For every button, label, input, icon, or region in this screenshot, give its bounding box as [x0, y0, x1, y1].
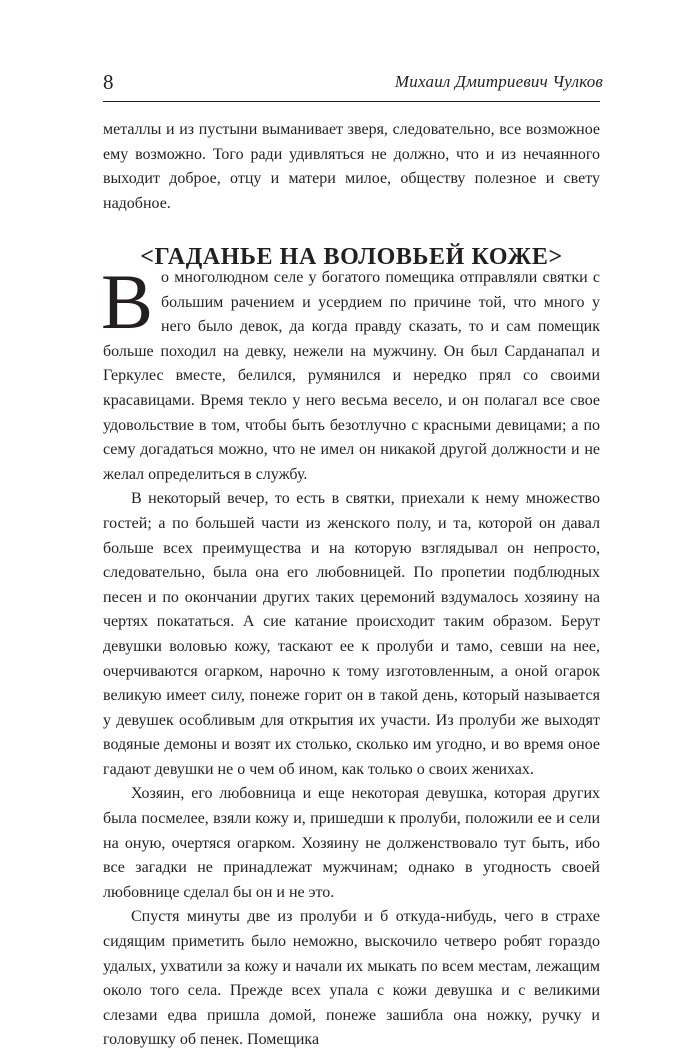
running-title: Михаил Дмитриевич Чулков: [394, 72, 603, 91]
chapter-body: [101, 258, 600, 1053]
intro-paragraph: металлы и из пустыни выманивает зверя, следовательно, все возможное ему возможно. Того ради удивляться не должно, что и из нечаянного выходит доброе, отцу и матери милое, обществу полезное и свету надобное.: [103, 121, 600, 212]
page-number: 8: [103, 70, 114, 94]
intro-text: [103, 118, 600, 216]
paragraph-4: Спустя минуты две из пролуби и б откуда-нибудь, чего в страхе сидящим приметить было неможно, выскочило четверо робят гораздо удалых, ухватили за кожу и начали их мыкать по всем местам, лежащим около того села. Прежде всех упала с кожи девушка и с великими слезами едва пришла домой, понеже зашибла она ножку, ручку и головушку об пенек. Помещика: [103, 908, 600, 1049]
running-head: [103, 70, 603, 100]
header-rule: [103, 101, 600, 102]
paragraph-1: [101, 258, 600, 487]
paragraph-1-text: о многолюдном селе у богатого помещика отправляли святки с большим рачением и усердием по причине той, что много у него было девок, да когда правду сказать, то и сам помещик больше походил на девку, нежели на мужчину. Он был Сарданапал и Геркулес вместе, белился, румянился и нередко прял со своими красавицами. Время текло у него весьма весело, и он полагал все свое удовольствие в том, чтобы быть безотлучно с красными девицами; а по сему догадаться можно, что не имел он никакой другой должности и не желал определиться в службу.: [103, 269, 600, 483]
chapter-title: <ГАДАНЬЕ НА ВОЛОВЬЕЙ КОЖЕ>: [140, 244, 563, 271]
drop-cap: В: [101, 258, 154, 345]
paragraph-3: Хозяин, его любовница и еще некоторая девушка, которая других была посмелее, взяли кожу и, пришедши к пролуби, положили ее и сели на оную, очертяся огарком. Хозяину не долженствовало тут быть, ибо все загадки не принадлежат мужчинам; однако в угодность своей любовнице сделал бы он и не это.: [103, 785, 600, 901]
paragraph-2: В некоторый вечер, то есть в святки, приехали к нему множество гостей; а по большей части из женского полу, и та, которой он давал больше всех преимущества и на которую взглядывал он непросто, следовательно, была она его любовницей. По пропетии подблюдных песен и по окончании других таких церемоний вздумалось хозяину на чертях покататься. А сие катание происходит таким образом. Берут девушки воловью кожу, таскают ее к пролуби и тамо, севши на нее, очерчиваются огарком, нарочно к тому изготовленным, а оной огарок великую имеет силу, понеже горит он в такой день, который называется у девушек особливым для открытия их участи. Из пролуби же выходят водяные демоны и возят их столько, сколько им угодно, и во время оное гадают девушки не о чем об ином, как только о своих женихах.: [103, 490, 600, 778]
